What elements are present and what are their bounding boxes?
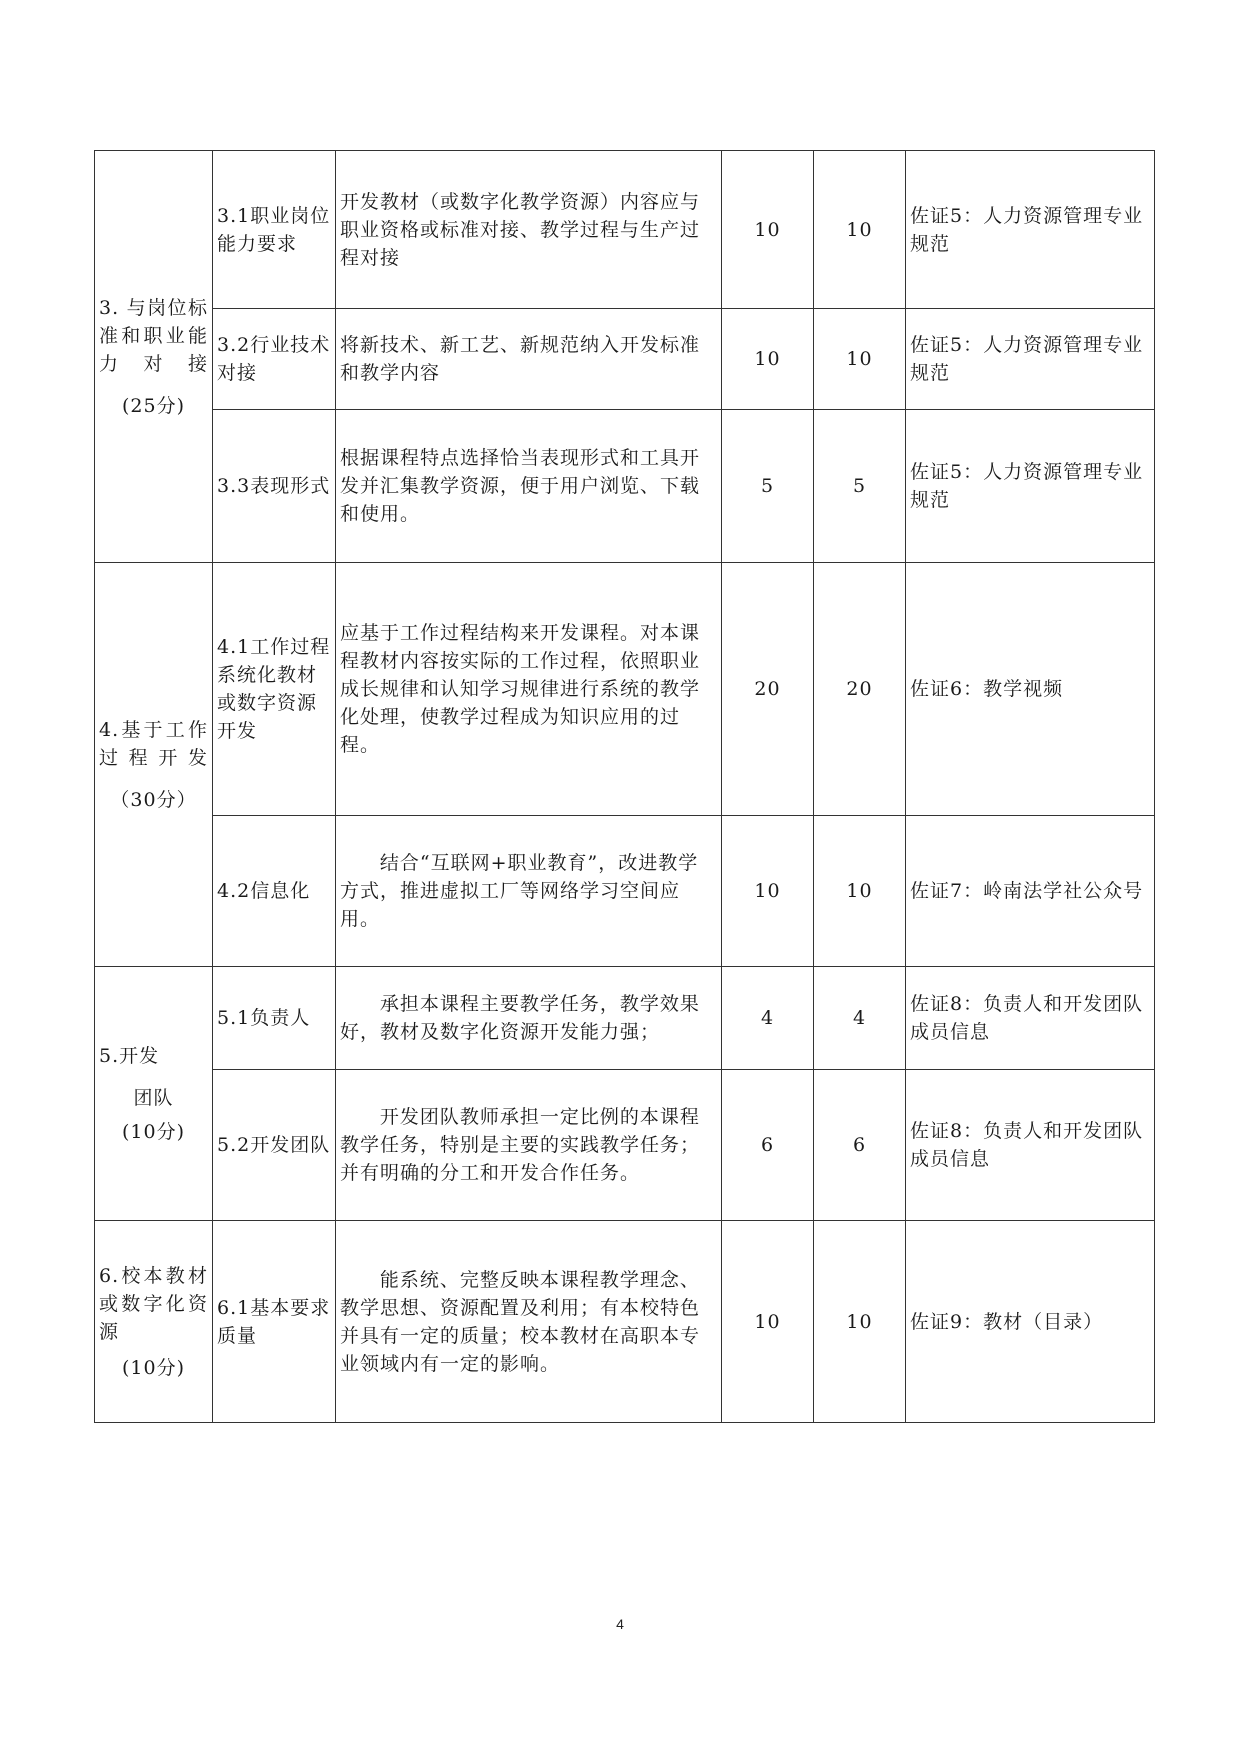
subitem-cell: 3.2行业技术对接 xyxy=(213,309,336,410)
category-score: （30分） xyxy=(110,788,197,811)
scoring-table xyxy=(94,150,1155,1423)
evidence-cell: 佐证7：岭南法学社公众号 xyxy=(906,816,1155,967)
subitem-cell: 3.1职业岗位能力要求 xyxy=(213,151,336,309)
category-cell xyxy=(95,563,213,967)
category-score: (25分) xyxy=(121,394,185,417)
self-score-cell: 10 xyxy=(814,1221,906,1423)
category-score: (10分) xyxy=(121,1356,185,1379)
self-score-cell: 4 xyxy=(814,967,906,1070)
subitem-cell: 6.1基本要求质量 xyxy=(213,1221,336,1423)
max-score-cell: 10 xyxy=(722,816,814,967)
category-cell xyxy=(95,1221,213,1423)
criteria-cell: 开发教材（或数字化教学资源）内容应与职业资格或标准对接、教学过程与生产过程对接 xyxy=(336,151,722,309)
subitem-cell: 4.1工作过程系统化教材或数字资源开发 xyxy=(213,563,336,816)
evidence-cell: 佐证5：人力资源管理专业规范 xyxy=(906,410,1155,563)
table-row xyxy=(95,816,1155,967)
evidence-cell: 佐证5：人力资源管理专业规范 xyxy=(906,309,1155,410)
category-cell xyxy=(95,151,213,563)
table-row xyxy=(95,563,1155,816)
category-name: 6.校本教材或数字化资源 xyxy=(99,1264,208,1343)
category-name: 4.基于工作过程开发 xyxy=(99,718,208,769)
table-row xyxy=(95,410,1155,563)
subitem-cell: 5.1负责人 xyxy=(213,967,336,1070)
max-score-cell: 4 xyxy=(722,967,814,1070)
evidence-cell: 佐证8：负责人和开发团队成员信息 xyxy=(906,1070,1155,1221)
self-score-cell: 10 xyxy=(814,151,906,309)
evidence-cell: 佐证8：负责人和开发团队成员信息 xyxy=(906,967,1155,1070)
max-score-cell: 10 xyxy=(722,151,814,309)
criteria-cell: 开发团队教师承担一定比例的本课程教学任务，特别是主要的实践教学任务；并有明确的分工和开发合作任务。 xyxy=(336,1070,722,1221)
page-number: 4 xyxy=(616,1616,624,1632)
subitem-cell: 3.3表现形式 xyxy=(213,410,336,563)
max-score-cell: 10 xyxy=(722,1221,814,1423)
criteria-cell: 将新技术、新工艺、新规范纳入开发标准和教学内容 xyxy=(336,309,722,410)
category-cell xyxy=(95,967,213,1221)
table-row xyxy=(95,967,1155,1070)
evidence-cell: 佐证9：教材（目录） xyxy=(906,1221,1155,1423)
self-score-cell: 6 xyxy=(814,1070,906,1221)
criteria-cell: 结合“互联网+职业教育”，改进教学方式，推进虚拟工厂等网络学习空间应用。 xyxy=(336,816,722,967)
criteria-cell: 根据课程特点选择恰当表现形式和工具开发并汇集教学资源，便于用户浏览、下载和使用。 xyxy=(336,410,722,563)
self-score-cell: 5 xyxy=(814,410,906,563)
max-score-cell: 5 xyxy=(722,410,814,563)
criteria-cell: 承担本课程主要教学任务，教学效果好，教材及数字化资源开发能力强； xyxy=(336,967,722,1070)
self-score-cell: 10 xyxy=(814,816,906,967)
table-row xyxy=(95,309,1155,410)
evidence-cell: 佐证6：教学视频 xyxy=(906,563,1155,816)
table-row xyxy=(95,1221,1155,1423)
max-score-cell: 6 xyxy=(722,1070,814,1221)
table-row xyxy=(95,1070,1155,1221)
category-name: 3. 与岗位标准和职业能力对接 xyxy=(99,296,208,375)
subitem-cell: 5.2开发团队 xyxy=(213,1070,336,1221)
self-score-cell: 10 xyxy=(814,309,906,410)
evidence-cell: 佐证5：人力资源管理专业规范 xyxy=(906,151,1155,309)
max-score-cell: 10 xyxy=(722,309,814,410)
category-name-line2: 团队 xyxy=(133,1086,174,1109)
max-score-cell: 20 xyxy=(722,563,814,816)
criteria-cell: 能系统、完整反映本课程教学理念、教学思想、资源配置及利用；有本校特色并具有一定的质量；校本教材在高职本专业领域内有一定的影响。 xyxy=(336,1221,722,1423)
table-row xyxy=(95,151,1155,309)
subitem-cell: 4.2信息化 xyxy=(213,816,336,967)
criteria-cell: 应基于工作过程结构来开发课程。对本课程教材内容按实际的工作过程，依照职业成长规律和认知学习规律进行系统的教学化处理，使教学过程成为知识应用的过程。 xyxy=(336,563,722,816)
self-score-cell: 20 xyxy=(814,563,906,816)
category-name: 5.开发 xyxy=(99,1044,160,1067)
category-score: (10分) xyxy=(121,1120,185,1143)
